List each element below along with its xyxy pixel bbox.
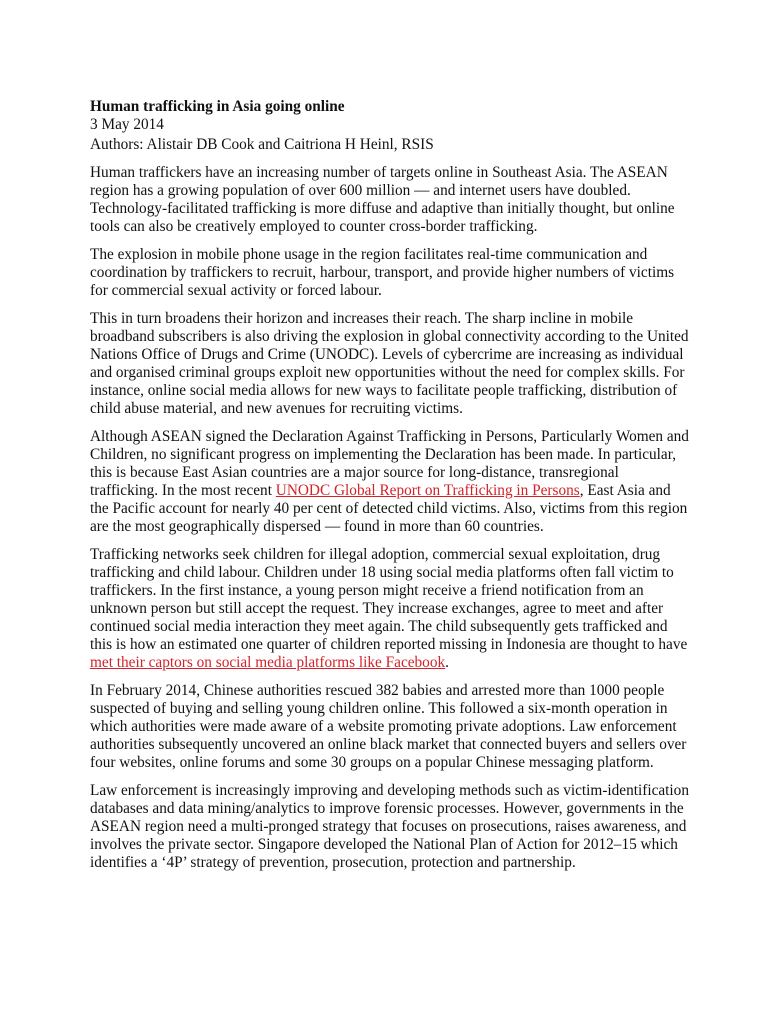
paragraph-law-enforcement: Law enforcement is increasingly improving and developing methods such as victim-identification databases and data mining/analytics to improve forensic processes. However, governments in the ASEAN region need a multi-pronged strategy that focuses on prosecutions, raises awareness, and involves the private sector. Singapore developed the National Plan of Action for 2012–15 which identifies a ‘4P’ strategy of prevention, prosecution, protection and partnership. — [90, 782, 689, 871]
article-authors: Authors: Alistair DB Cook and Caitriona H Heinl, RSIS — [90, 136, 434, 153]
facebook-captors-link[interactable]: met their captors on social media platforms like Facebook — [90, 654, 446, 671]
paragraph-text: Although ASEAN signed the Declaration Against Trafficking in Persons, Particularly Women and Children, no significant progress on implementing the Declaration has been made. In particular, this is because East Asian countries are a major source for long-distance, transregional trafficking. In the most recent — [90, 428, 689, 499]
paragraph-text: . — [445, 654, 449, 671]
paragraph-mobile-usage: The explosion in mobile phone usage in the region facilitates real-time communication and coordination by traffickers to recruit, harbour, transport, and provide higher numbers of victims for commercial sexual activity or forced labour. — [90, 246, 675, 299]
paragraph-trafficking-networks — [90, 546, 690, 672]
paragraph-text: Trafficking networks seek children for illegal adoption, commercial sexual exploitation, drug trafficking and child labour. Children under 18 using social media platforms often fall victim to traffickers. In the first instance, a young person might receive a friend notification from an unknown person but still accept the request. They increase exchanges, agree to meet and after continued social media interaction they meet again. The child subsequently gets trafficked and this is how an estimated one quarter of children reported missing in Indonesia are thought to have — [90, 546, 688, 653]
paragraph-intro: Human traffickers have an increasing number of targets online in Southeast Asia. The ASEAN region has a growing population of over 600 million — and internet users have doubled. Technology-facilitated trafficking is more diffuse and adaptive than initially thought, but online tools can also be creatively employed to counter cross-border trafficking. — [90, 164, 675, 235]
paragraph-cybercrime: This in turn broadens their horizon and increases their reach. The sharp incline in mobile broadband subscribers is also driving the explosion in global connectivity according to the United Nations Office of Drugs and Crime (UNODC). Levels of cybercrime are increasing as individual and organised criminal groups exploit new opportunities without the need for complex skills. For instance, online social media allows for new ways to facilitate people trafficking, distribution of child abuse material, and new avenues for recruiting victims. — [90, 310, 689, 417]
document-page — [90, 98, 690, 882]
article-title: Human trafficking in Asia going online — [90, 98, 345, 115]
article-date: 3 May 2014 — [90, 116, 164, 133]
paragraph-text: , East Asia and the Pacific account for nearly 40 per cent of detected child victims. Also, victims from this region are the most geographically dispersed — found in more than 60 countries. — [90, 482, 688, 535]
paragraph-asean-declaration — [90, 428, 690, 536]
unodc-report-link[interactable]: UNODC Global Report on Trafficking in Persons — [275, 482, 580, 499]
paragraph-china-rescue: In February 2014, Chinese authorities rescued 382 babies and arrested more than 1000 people suspected of buying and selling young children online. This followed a six-month operation in which authorities were made aware of a website promoting private adoptions. Law enforcement authorities subsequently uncovered an online black market that connected buyers and sellers over four websites, online forums and some 30 groups on a popular Chinese messaging platform. — [90, 682, 687, 771]
